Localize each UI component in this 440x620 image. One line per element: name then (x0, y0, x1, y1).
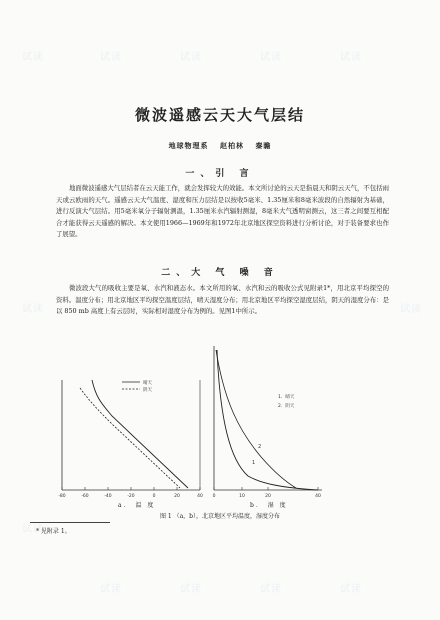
panel-b-curve-clear (217, 350, 318, 490)
panel-b-curve-label-1: 1 (252, 460, 256, 466)
section-heading-introduction: 一、引 言 (185, 169, 255, 179)
footnote-divider (30, 522, 110, 523)
legend-a-clear: 晴天 (143, 381, 152, 386)
section-heading-atmospheric-noise: 二、大 气 噪 音 (161, 268, 279, 278)
panel-a-tick-label: 20 (174, 494, 180, 499)
watermark: 试读 (180, 584, 202, 595)
legend-a-cloudy: 阴天 (143, 388, 152, 393)
panel-b-humidity (213, 346, 322, 499)
panel-a-temperature (58, 379, 203, 499)
watermark: 试读 (260, 584, 282, 595)
panel-a-tick-label: 40 (197, 494, 203, 499)
watermark: 试读 (22, 52, 44, 63)
panel-b-tick-label: 40 (315, 494, 321, 499)
author-affiliation: 地球物理系 (168, 141, 209, 150)
section-paragraph-atmospheric-noise: 微波段大气的吸收主要是氧、水汽和液态水。本文所用的氧、水汽和云的吸收公式见附录1*，用北京平均探空的资料。温度分布；用北京地区平均探空温度层结，晴天湿度分布；用北京地区平均探空湿度层结，阴天的湿度分布：是以 850 mb 高度上有云层时，实际相对湿度分布为例的。见图1中所示。 (56, 284, 389, 315)
watermark: 试读 (22, 304, 44, 315)
authors-line (0, 141, 440, 151)
watermark: 试读 (340, 52, 362, 63)
legend-b-cloudy: 2．阴天 (278, 404, 295, 409)
watermark: 试读 (260, 52, 282, 63)
watermark: 试读 (100, 584, 122, 595)
panel-a-curve-cloudy (80, 388, 180, 488)
figure-1-plots (0, 340, 440, 510)
section-paragraph-introduction: 地面微波遥感大气层结者在云天能工作，就会发挥较大的效能。本文所讨论的云天是指晨天和阴云天气，不包括雨天或云欧雨的天气。遥感云天大气温度、湿度和压力层结是以按收5毫米、1.35厘米和8毫米波段的自然辐射为基础，进行反演大气层结。用5毫米氧分子辐射测温，1.35厘米水汽辐射测湿，8毫米大气透明窗测云，这三者之间要互相配合才能获得云天遥感的解决。本文使用1966—1969年和1972年北京地区探空资料进行分析讨论，对于装备要求也作了展望。 (56, 184, 389, 238)
panel-b-label: b． 湿 度 (250, 502, 288, 509)
panel-a-tick-label: -60 (81, 494, 89, 499)
panel-b-curve-cloudy (216, 350, 296, 488)
figure-1-caption: 图 1 （a，b），北京地区平均温度，湿度分布 (159, 513, 281, 520)
watermark: 试读 (22, 524, 44, 535)
panel-b-curve-label-2: 2 (258, 444, 262, 450)
panel-b-tick-label: 20 (265, 494, 271, 499)
panel-a-tick-label: -20 (127, 494, 135, 499)
panel-b-tick-label: 0 (212, 494, 216, 499)
paper-title: 微波遥感云天大气层结 (134, 106, 305, 124)
panel-a-tick-label: -80 (58, 494, 66, 499)
panel-a-label: a． 温 度 (118, 502, 156, 509)
panel-b-tick-label: 10 (239, 494, 245, 499)
panel-a-curve-clear (92, 380, 188, 488)
watermark: 试读 (340, 584, 362, 595)
author-name: 秦瞻 (255, 141, 272, 150)
watermark: 试读 (100, 52, 122, 63)
watermark: 试读 (400, 304, 422, 315)
panel-a-tick-label: 0 (152, 494, 156, 499)
watermark: 试读 (180, 52, 202, 63)
author-name: 赵柏林 (220, 141, 244, 150)
panel-a-tick-label: -40 (104, 494, 112, 499)
footnote: * 见附录 1。 (36, 528, 71, 535)
legend-b-clear: 1．晴天 (278, 395, 295, 400)
